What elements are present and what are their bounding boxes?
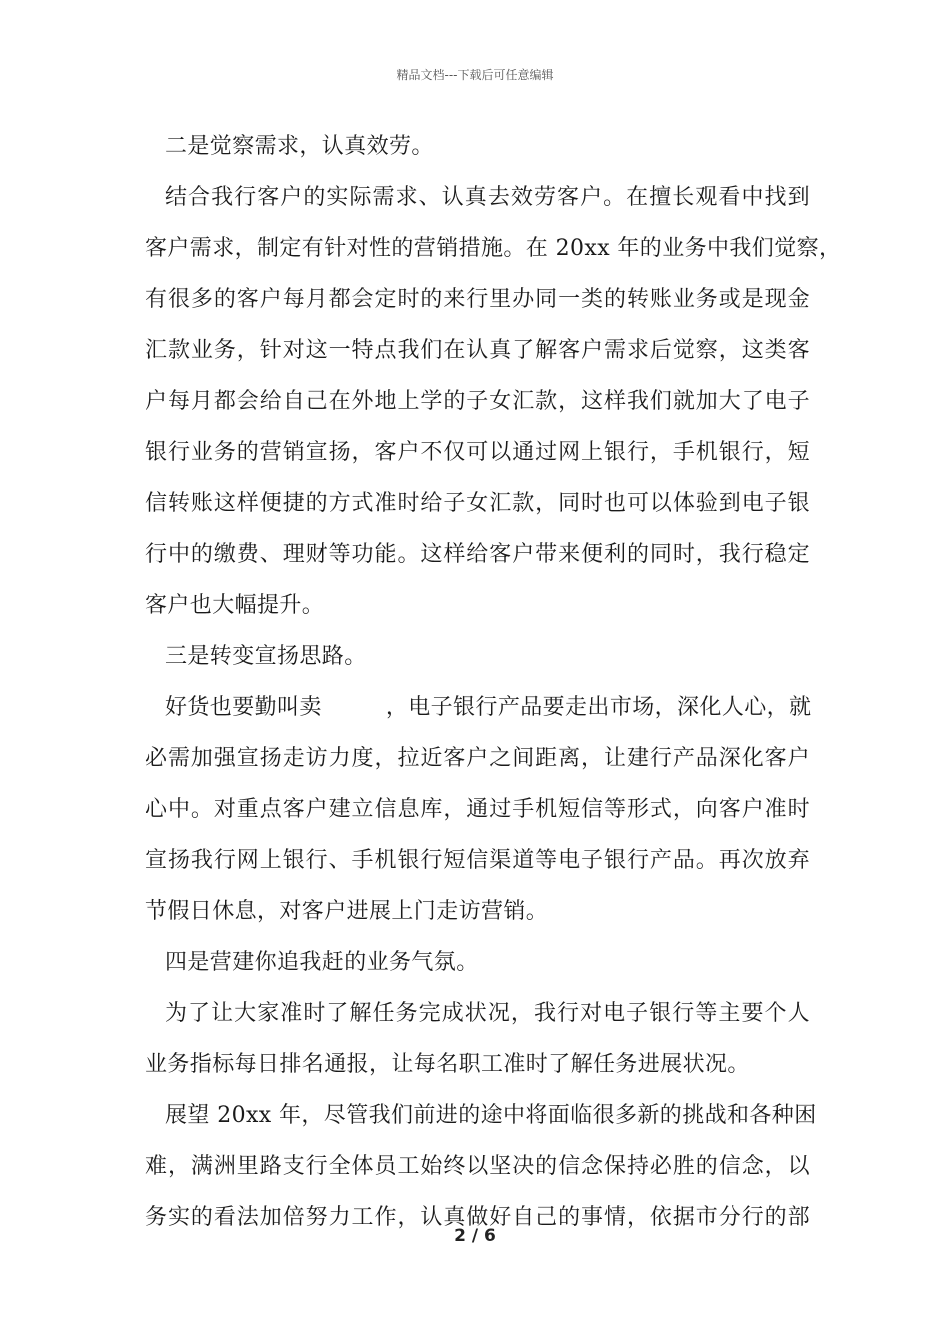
paragraph-heading: 四是营建你追我赶的业务气氛。 — [165, 950, 479, 975]
text-line: 户每月都会给自己在外地上学的子女汇款，这样我们就加大了电子 — [145, 389, 810, 414]
text-line: 客户需求，制定有针对性的营销措施。在 20xx 年的业务中我们觉察， — [145, 236, 842, 261]
text-segment: ，电子银行产品要走出市场，深化人心，就 — [385, 695, 812, 720]
text-line: 行中的缴费、理财等功能。这样给客户带来便利的同时，我行稳定 — [145, 542, 810, 567]
text-line: 宣扬我行网上银行、手机银行短信渠道等电子银行产品。再次放弃 — [145, 848, 810, 873]
page-header: 精品文档---下载后可任意编辑 — [396, 68, 554, 82]
text-line: 必需加强宣扬走访力度，拉近客户之间距离，让建行产品深化客户 — [145, 746, 810, 771]
text-line — [145, 689, 810, 740]
text-line: 展望 20xx 年，尽管我们前进的途中将面临很多新的挑战和各种困 — [165, 1103, 817, 1128]
text-line: 信转账这样便捷的方式准时给子女汇款，同时也可以体验到电子银 — [145, 491, 810, 516]
text-line: 银行业务的营销宣扬，客户不仅可以通过网上银行，手机银行，短 — [145, 440, 810, 465]
text-line: 为了让大家准时了解任务完成状况，我行对电子银行等主要个人 — [165, 1001, 810, 1026]
text-line: 结合我行客户的实际需求、认真去效劳客户。在擅长观看中找到 — [165, 185, 810, 210]
text-line: 节假日休息，对客户进展上门走访营销。 — [145, 899, 549, 924]
text-line: 心中。对重点客户建立信息库，通过手机短信等形式，向客户准时 — [145, 797, 810, 822]
text-line: 有很多的客户每月都会定时的来行里办同一类的转账业务或是现金 — [145, 287, 810, 312]
text-line: 业务指标每日排名通报，让每名职工准时了解任务进展状况。 — [145, 1052, 750, 1077]
text-line: 难，满洲里路支行全体员工始终以坚决的信念保持必胜的信念，以 — [145, 1154, 810, 1179]
paragraph-heading: 二是觉察需求，认真效劳。 — [165, 134, 434, 159]
document-body — [145, 128, 842, 1250]
text-line: 务实的看法加倍努力工作，认真做好自己的事情，依据市分行的部 — [145, 1205, 810, 1230]
text-segment: 好货也要勤叫卖 — [165, 695, 322, 720]
page-number: 2 / 6 — [454, 1226, 496, 1246]
text-line: 汇款业务，针对这一特点我们在认真了解客户需求后觉察，这类客 — [145, 338, 810, 363]
paragraph-heading: 三是转变宣扬思路。 — [165, 644, 367, 669]
text-line: 客户也大幅提升。 — [145, 593, 325, 618]
